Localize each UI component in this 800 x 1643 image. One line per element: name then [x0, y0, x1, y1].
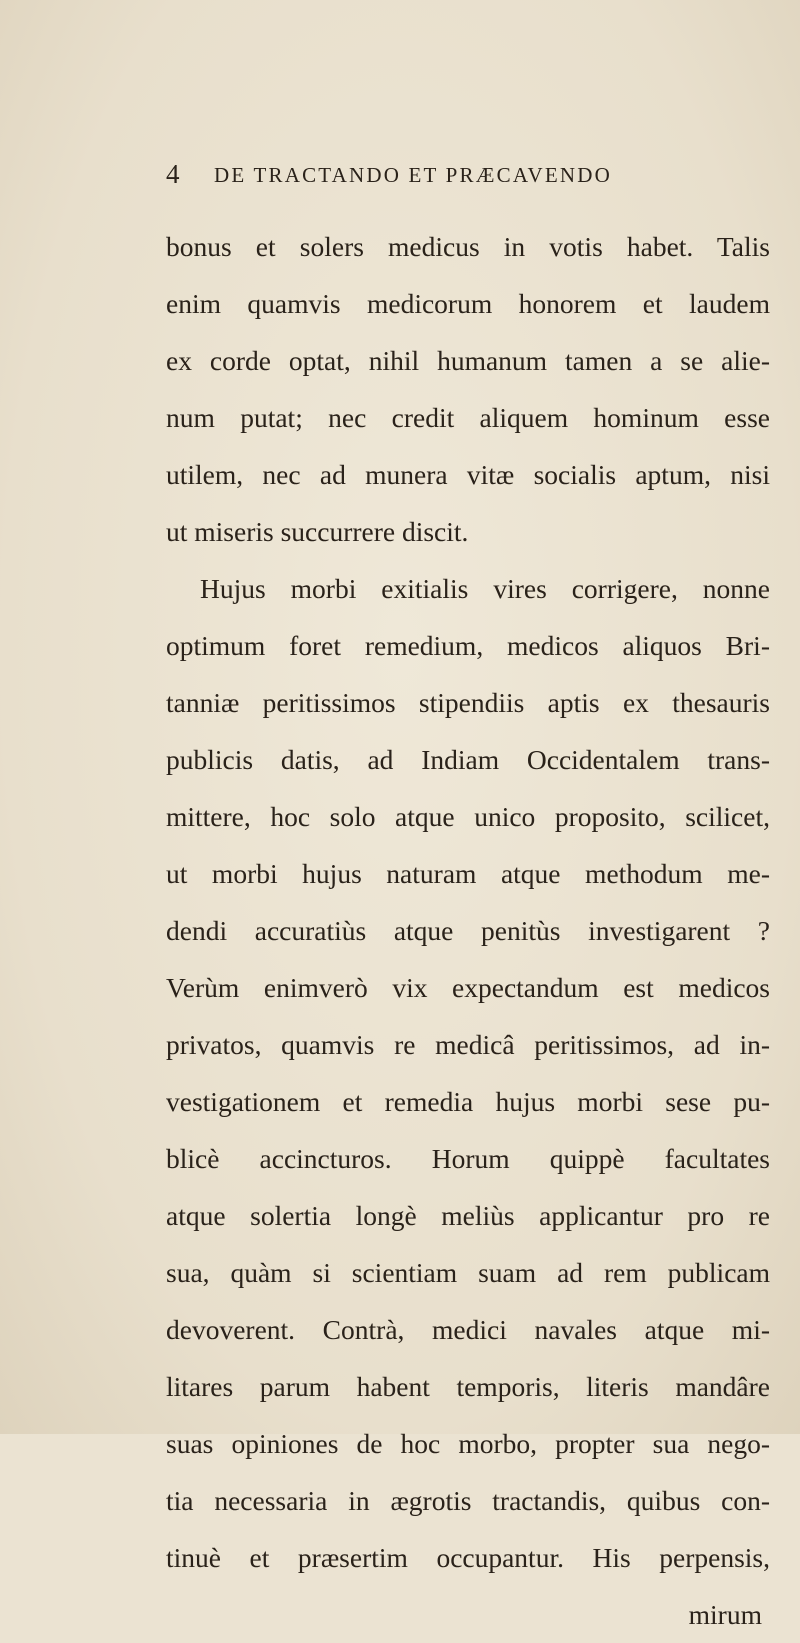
text-line: blicè accincturos. Horum quippè facultates	[166, 1143, 770, 1174]
text-line: num putat; nec credit aliquem hominum esse	[166, 402, 770, 433]
page-number: 4	[166, 159, 182, 189]
text-line: publicis datis, ad Indiam Occidentalem trans-	[166, 744, 770, 775]
text-line: ut morbi hujus naturam atque methodum me-	[166, 858, 770, 889]
text-line: sua, quàm si scientiam suam ad rem publicam	[166, 1257, 770, 1288]
text-line: mittere, hoc solo atque unico proposito, scilicet,	[166, 801, 770, 832]
text-line: ut miseris succurrere discit.	[166, 516, 469, 547]
paragraph-start: Hujus morbi exitialis vires corrigere, nonne	[200, 573, 770, 604]
text-line: privatos, quamvis re medicâ peritissimos, ad in-	[166, 1029, 770, 1060]
text-line: Verùm enimverò vix expectandum est medicos	[166, 972, 770, 1003]
text-line: enim quamvis medicorum honorem et laudem	[166, 288, 770, 319]
text-line: bonus et solers medicus in votis habet. Talis	[166, 231, 770, 262]
text-line: optimum foret remedium, medicos aliquos Bri-	[166, 630, 770, 661]
body-text	[166, 218, 770, 1643]
text-line: devoverent. Contrà, medici navales atque mi-	[166, 1314, 770, 1345]
text-line: tia necessaria in ægrotis tractandis, quibus con-	[166, 1485, 770, 1516]
text-line: ex corde optat, nihil humanum tamen a se alie-	[166, 345, 770, 376]
text-line: utilem, nec ad munera vitæ socialis aptum, nisi	[166, 459, 770, 490]
text-line: litares parum habent temporis, literis mandâre	[166, 1371, 770, 1402]
text-line: tinuè et præsertim occupantur. His perpensis,	[166, 1542, 770, 1573]
text-line: atque solertia longè meliùs applicantur pro re	[166, 1200, 770, 1231]
text-line: dendi accuratiùs atque penitùs investigarent ?	[166, 915, 770, 946]
running-title: DE TRACTANDO ET PRÆCAVENDO	[214, 163, 612, 187]
text-line: vestigationem et remedia hujus morbi sese pu-	[166, 1086, 770, 1117]
catchword: mirum	[688, 1599, 762, 1630]
text-line: tanniæ peritissimos stipendiis aptis ex thesauris	[166, 687, 770, 718]
text-line: suas opiniones de hoc morbo, propter sua nego-	[166, 1428, 770, 1459]
